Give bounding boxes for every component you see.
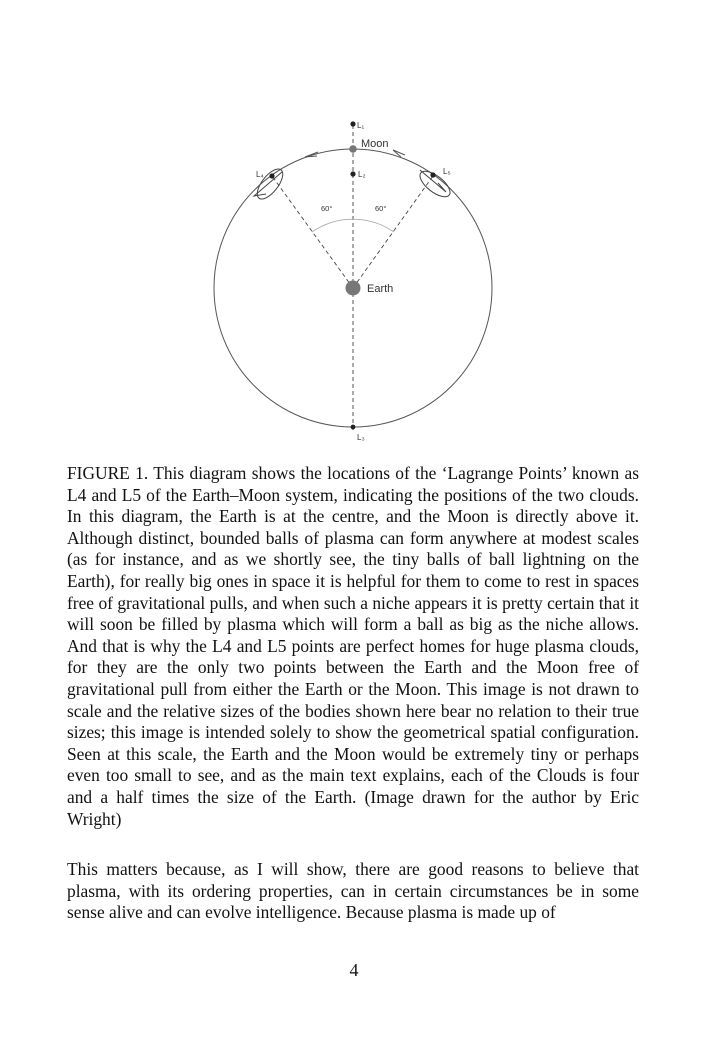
moon-label: Moon — [361, 138, 389, 150]
l3-point — [351, 425, 356, 430]
angle-label-left: 60° — [321, 204, 333, 213]
l2-label: L₂ — [358, 170, 366, 179]
l3-label: L₃ — [357, 433, 365, 442]
l1-label: L₁ — [357, 121, 365, 130]
angle-label-right: 60° — [375, 204, 387, 213]
l5-point — [430, 172, 435, 177]
earth-label: Earth — [367, 283, 394, 295]
l1-point — [350, 121, 355, 126]
earth-l5-line — [353, 176, 433, 288]
l4-point — [269, 173, 274, 178]
moon — [349, 145, 357, 153]
figure-caption: FIGURE 1. This diagram shows the locations of the ‘Lagrange Points’ known as L4 and L5 of the Earth–Moon system, indicating the positions of the two clouds. In this diagram, the Earth is at the centre, and the Moon is directly above it. Although distinct, bounded balls of plasma can form anywhere at modest scales (as for instance, and as we shortly see, the tiny balls of ball lightning on the Earth), for really big ones in space it is helpful for them to come to rest in spaces free of gravitational pulls, and when such a niche appears it is pretty certain that it will soon be filled by plasma which will form a ball as big as the niche allows. And that is why the L4 and L5 points are perfect homes for huge plasma clouds, for they are the only two points between the Earth and the Moon free of gravitational pull from either the Earth or the Moon. This image is not drawn to scale and the relative sizes of the bodies shown here bear no relation to their true sizes; this image is intended solely to show the geometrical spatial configuration. Seen at this scale, the Earth and the Moon would be extremely tiny or perhaps even too small to see, and as the main text explains, each of the Clouds is four and a half times the size of the Earth. (Image drawn for the author by Eric Wright) — [67, 463, 639, 829]
lagrange-points-diagram — [0, 0, 708, 460]
l2-point — [350, 171, 355, 176]
earth — [346, 281, 361, 296]
body-paragraph: This matters because, as I will show, there are good reasons to believe that plasma, with its ordering properties, can in certain circumstances be in some sense alive and can evolve intelligence. Because plasma is made up of — [67, 859, 639, 923]
l5-label: L₅ — [443, 167, 451, 176]
l4-label: L₄ — [256, 170, 264, 179]
page-number: 4 — [349, 960, 359, 980]
